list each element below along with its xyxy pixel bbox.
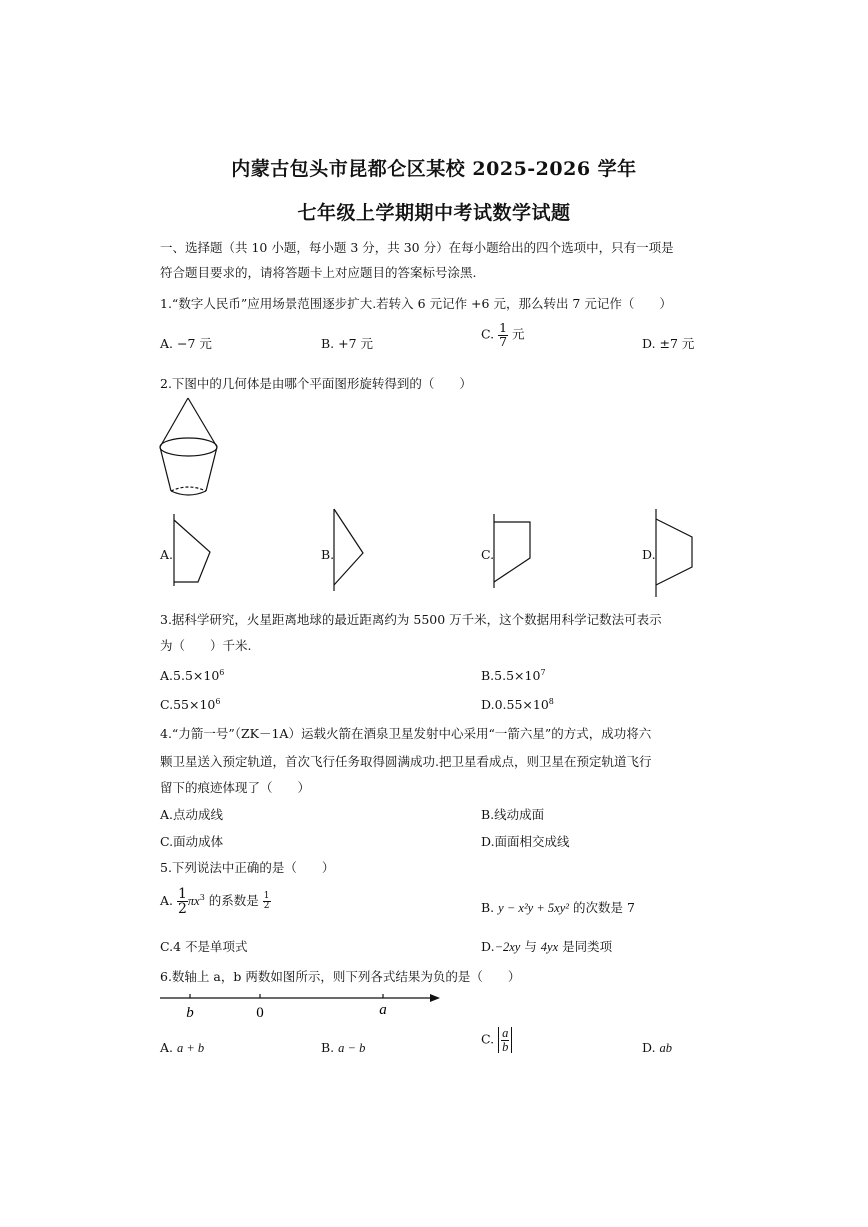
q5-option-d-text-2: 是同类项 <box>558 939 613 954</box>
q2-option-c: C. <box>481 547 495 562</box>
q6-stem: 6.数轴上 a，b 两数如图所示，则下列各式结果为负的是（ ） <box>160 969 521 984</box>
q6-option-b-expression: a − b <box>338 1041 366 1055</box>
q4-stem-line1: 4.“力箭一号”（ZK－1A）运载火箭在酒泉卫星发射中心采用“一箭六星”的方式，成功将六 <box>160 726 652 741</box>
q6-option-c-label: C. <box>481 1031 495 1047</box>
page-title-line2: 七年级上学期期中考试数学试题 <box>297 202 571 224</box>
q5-option-b-text: 的次数是 7 <box>569 900 635 915</box>
q6-option-c <box>481 1027 512 1053</box>
q3-option-d-value: 0.55×10 <box>494 697 549 713</box>
q2-option-c-shape <box>490 510 535 590</box>
q3-option-a-exponent: 6 <box>219 668 225 677</box>
q5-option-d <box>481 937 612 955</box>
q2-option-d-shape <box>652 505 697 600</box>
q5-option-a-expression: πx <box>187 894 200 908</box>
q1-option-b: B. +7 元 <box>321 336 374 351</box>
q5-option-a-text: 的系数是 <box>204 893 263 908</box>
q2-option-d: D. <box>642 547 656 562</box>
q3-option-d-exponent: 8 <box>548 697 554 706</box>
q1-option-c-denominator: 7 <box>499 333 508 349</box>
q2-option-a-shape <box>170 510 215 590</box>
q5-option-b <box>481 898 635 916</box>
section-instructions-line1: 一、选择题（共 10 小题，每小题 3 分，共 30 分）在每小题给出的四个选项中，只有一项是 <box>160 240 674 255</box>
q5-option-d-label: D. <box>481 939 495 954</box>
q6-label-a: a <box>379 1002 387 1018</box>
q5-option-a-coefficient <box>263 892 271 911</box>
q3-option-d-label: D. <box>481 697 495 713</box>
q6-option-d <box>642 1040 672 1056</box>
q4-option-b: B.线动成面 <box>481 807 545 822</box>
q6-number-line <box>158 990 443 1025</box>
q5-option-a-coef-numerator: 1 <box>263 891 270 901</box>
q1-option-c-unit: 元 <box>512 326 525 342</box>
q1-option-c-label: C. <box>481 326 495 342</box>
q3-option-b <box>481 668 546 683</box>
q6-option-b <box>321 1040 365 1056</box>
q6-option-b-label: B. <box>321 1040 335 1055</box>
q5-option-a-denominator: 2 <box>178 901 187 917</box>
q5-option-a-numerator: 1 <box>178 886 187 902</box>
q2-option-b: B. <box>321 547 335 562</box>
q6-option-c-fraction <box>501 1027 509 1053</box>
q6-option-d-expression: ab <box>659 1041 673 1055</box>
q5-option-d-text-1: 与 <box>520 939 541 954</box>
q6-option-c-denominator: b <box>502 1039 509 1054</box>
q5-option-c: C.4 不是单项式 <box>160 939 248 954</box>
q3-option-c-label: C. <box>160 697 174 713</box>
q5-option-a-coef-denominator: 2 <box>263 901 270 911</box>
q6-label-b: b <box>186 1005 194 1021</box>
q5-stem: 5.下列说法中正确的是（ ） <box>160 860 335 875</box>
q3-option-b-label: B. <box>481 668 495 684</box>
q5-option-a <box>160 887 271 916</box>
q6-option-c-absolute-value <box>498 1027 512 1053</box>
q1-stem: 1.“数字人民币”应用场景范围逐步扩大.若转入 6 元记作 +6 元，那么转出 7 元记作（ ） <box>160 296 672 311</box>
q4-stem-line3: 留下的痕迹体现了（ ） <box>160 780 311 795</box>
q6-label-zero: 0 <box>256 1005 264 1021</box>
q5-option-b-expression: y − x²y + 5xy² <box>498 901 570 915</box>
q3-option-d <box>481 697 554 712</box>
q3-option-a <box>160 668 224 683</box>
q1-option-c-fraction <box>498 322 508 348</box>
q4-option-c: C.面动成体 <box>160 834 224 849</box>
q6-option-a <box>160 1040 204 1056</box>
q6-option-a-expression: a + b <box>177 1041 205 1055</box>
q1-option-d: D. ±7 元 <box>642 336 695 351</box>
q5-option-d-expression-2: 4yx <box>540 940 559 954</box>
q4-option-d: D.面面相交成线 <box>481 834 570 849</box>
q3-option-c-value: 55×10 <box>173 697 216 713</box>
q3-option-b-value: 5.5×10 <box>494 668 541 684</box>
q2-solid-figure <box>155 395 225 500</box>
q3-option-b-exponent: 7 <box>540 668 546 677</box>
q4-option-a: A.点动成线 <box>160 807 224 822</box>
q5-option-a-fraction <box>177 887 188 916</box>
q5-option-a-exponent: 3 <box>199 892 205 902</box>
q3-option-c <box>160 697 220 712</box>
q6-option-a-label: A. <box>160 1040 174 1055</box>
q5-option-d-expression-1: −2xy <box>494 940 521 954</box>
q2-option-b-shape <box>330 505 370 595</box>
q6-option-d-label: D. <box>642 1040 656 1055</box>
section-instructions-line2: 符合题目要求的，请将答题卡上对应题目的答案标号涂黑. <box>160 265 477 280</box>
q2-stem: 2.下图中的几何体是由哪个平面图形旋转得到的（ ） <box>160 376 472 391</box>
q2-option-a: A. <box>160 547 174 562</box>
q3-option-a-label: A. <box>160 668 174 684</box>
q6-option-c-numerator: a <box>502 1026 509 1040</box>
page-title-line1: 内蒙古包头市昆都仑区某校 2025-2026 学年 <box>231 158 637 180</box>
q3-stem-line1: 3.据科学研究，火星距离地球的最近距离约为 5500 万千米，这个数据用科学记数法可表示 <box>160 612 662 627</box>
q5-option-a-label: A. <box>160 893 174 908</box>
q3-stem-line2: 为（ ）千米. <box>160 638 252 653</box>
q5-option-b-label: B. <box>481 900 495 915</box>
q3-option-c-exponent: 6 <box>215 697 221 706</box>
q1-option-a: A. −7 元 <box>160 336 212 351</box>
q3-option-a-value: 5.5×10 <box>173 668 220 684</box>
q1-option-c <box>481 322 525 348</box>
q1-option-c-numerator: 1 <box>499 320 508 335</box>
q4-stem-line2: 颗卫星送入预定轨道，首次飞行任务取得圆满成功.把卫星看成点，则卫星在预定轨道飞行 <box>160 754 652 769</box>
